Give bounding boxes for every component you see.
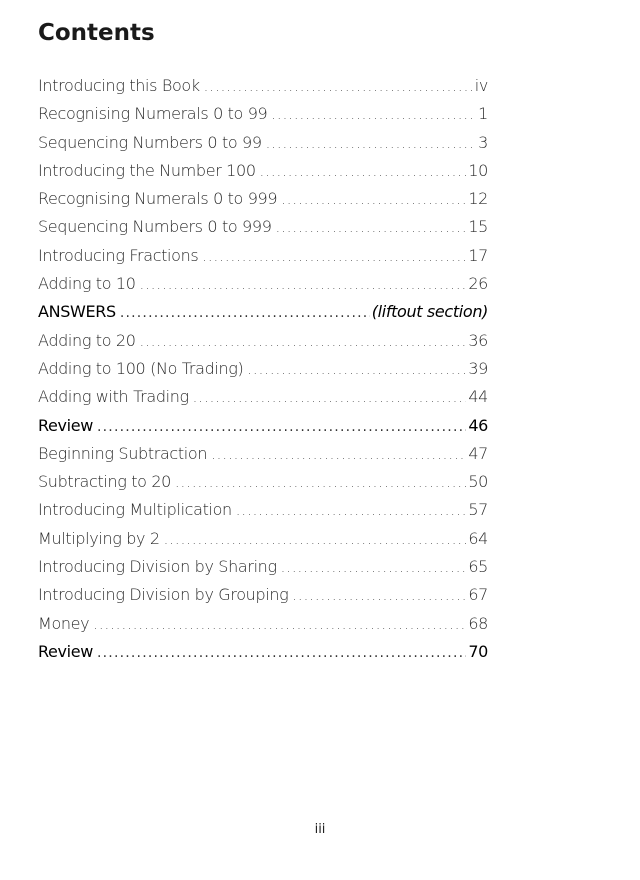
toc-entry-page: 15	[468, 217, 488, 237]
toc-entry-page: 46	[468, 415, 488, 435]
dot-leader	[281, 561, 467, 575]
toc-entry-money[interactable]	[38, 614, 488, 642]
toc-entry-page: 10	[468, 160, 488, 180]
toc-entry-title: Introducing Fractions	[38, 245, 199, 265]
dot-leader	[97, 646, 466, 660]
toc-entry-page: 64	[468, 528, 488, 548]
toc-entry-title: Introducing Multiplication	[38, 500, 232, 520]
toc-entry-page: 50	[468, 472, 488, 492]
toc-entry-multiplying-by-2[interactable]	[38, 529, 488, 557]
toc-entry-subtracting-to-20[interactable]	[38, 472, 488, 500]
toc-entry-title: Recognising Numerals 0 to 99	[38, 104, 268, 124]
toc-entry-review-1[interactable]	[38, 416, 488, 444]
toc-entry-beginning-subtraction[interactable]	[38, 444, 488, 472]
dot-leader	[281, 193, 466, 207]
toc-entry-title: Review	[38, 415, 93, 435]
dot-leader	[97, 420, 466, 434]
toc-entry-title: Adding with Trading	[38, 387, 189, 407]
toc-entry-sequencing-numbers-0-999[interactable]	[38, 217, 488, 245]
dot-leader	[140, 278, 467, 292]
dot-leader	[211, 448, 466, 462]
toc-entry-page: (liftout section)	[371, 302, 488, 322]
dot-leader	[266, 137, 476, 151]
toc-entry-recognising-numerals-0-99[interactable]	[38, 104, 488, 132]
dot-leader	[204, 80, 473, 94]
dot-leader	[276, 221, 467, 235]
dot-leader	[140, 335, 467, 349]
toc-entry-title: Adding to 100 (No Trading)	[38, 358, 244, 378]
toc-entry-title: ANSWERS	[38, 302, 116, 322]
toc-entry-recognising-numerals-0-999[interactable]	[38, 189, 488, 217]
toc-entry-page: 36	[468, 330, 488, 350]
toc-entry-page: iv	[474, 76, 488, 95]
dot-leader	[164, 533, 467, 547]
toc-entry-introducing-fractions[interactable]	[38, 246, 488, 274]
toc-entry-introducing-this-book[interactable]	[38, 76, 488, 104]
toc-entry-title: Review	[38, 641, 93, 661]
toc-entry-title: Sequencing Numbers 0 to 999	[38, 217, 272, 237]
toc-entry-adding-to-10[interactable]	[38, 274, 488, 302]
table-of-contents	[38, 76, 488, 670]
toc-entry-adding-to-20[interactable]	[38, 331, 488, 359]
toc-entry-title: Introducing this Book	[38, 76, 200, 95]
toc-entry-page: 67	[468, 585, 488, 605]
toc-entry-page: 3	[478, 132, 488, 152]
toc-entry-title: Adding to 20	[38, 330, 136, 350]
dot-leader	[93, 618, 466, 632]
toc-entry-page: 1	[478, 104, 488, 124]
toc-entry-title: Beginning Subtraction	[38, 443, 208, 463]
toc-entry-division-by-sharing[interactable]	[38, 557, 488, 585]
toc-entry-page: 57	[468, 500, 488, 520]
toc-entry-title: Adding to 10	[38, 274, 136, 294]
toc-entry-division-by-grouping[interactable]	[38, 585, 488, 613]
toc-entry-page: 44	[468, 387, 488, 407]
toc-entry-title: Introducing the Number 100	[38, 160, 256, 180]
toc-entry-title: Sequencing Numbers 0 to 99	[38, 132, 262, 152]
toc-entry-page: 68	[468, 613, 488, 633]
dot-leader	[202, 250, 466, 264]
toc-entry-title: Subtracting to 20	[38, 472, 172, 492]
dot-leader	[193, 391, 467, 405]
toc-entry-sequencing-numbers-0-99[interactable]	[38, 133, 488, 161]
toc-entry-adding-with-trading[interactable]	[38, 387, 488, 415]
toc-entry-page: 70	[468, 641, 488, 661]
toc-entry-page: 12	[468, 189, 488, 209]
toc-entry-title: Money	[38, 613, 90, 633]
toc-entry-introducing-number-100[interactable]	[38, 161, 488, 189]
page-number: iii	[314, 822, 326, 837]
toc-entry-page: 26	[468, 274, 488, 294]
toc-entry-adding-to-100-no-trading[interactable]	[38, 359, 488, 387]
dot-leader	[175, 476, 466, 490]
dot-leader	[247, 363, 466, 377]
toc-entry-page: 65	[468, 557, 488, 577]
toc-entry-page: 17	[468, 245, 488, 265]
toc-entry-title: Introducing Division by Grouping	[38, 585, 289, 605]
toc-entry-page: 47	[468, 443, 488, 463]
dot-leader	[292, 589, 466, 603]
dot-leader	[271, 108, 476, 122]
dot-leader	[260, 165, 467, 179]
toc-entry-title: Recognising Numerals 0 to 999	[38, 189, 278, 209]
page-title: Contents	[38, 20, 155, 46]
toc-entry-answers[interactable]	[38, 302, 488, 330]
dot-leader	[120, 306, 370, 320]
toc-entry-review-2[interactable]	[38, 642, 488, 670]
toc-entry-title: Introducing Division by Sharing	[38, 557, 277, 577]
toc-entry-page: 39	[468, 358, 488, 378]
toc-entry-title: Multiplying by 2	[38, 528, 160, 548]
toc-entry-introducing-multiplication[interactable]	[38, 500, 488, 528]
dot-leader	[236, 504, 467, 518]
